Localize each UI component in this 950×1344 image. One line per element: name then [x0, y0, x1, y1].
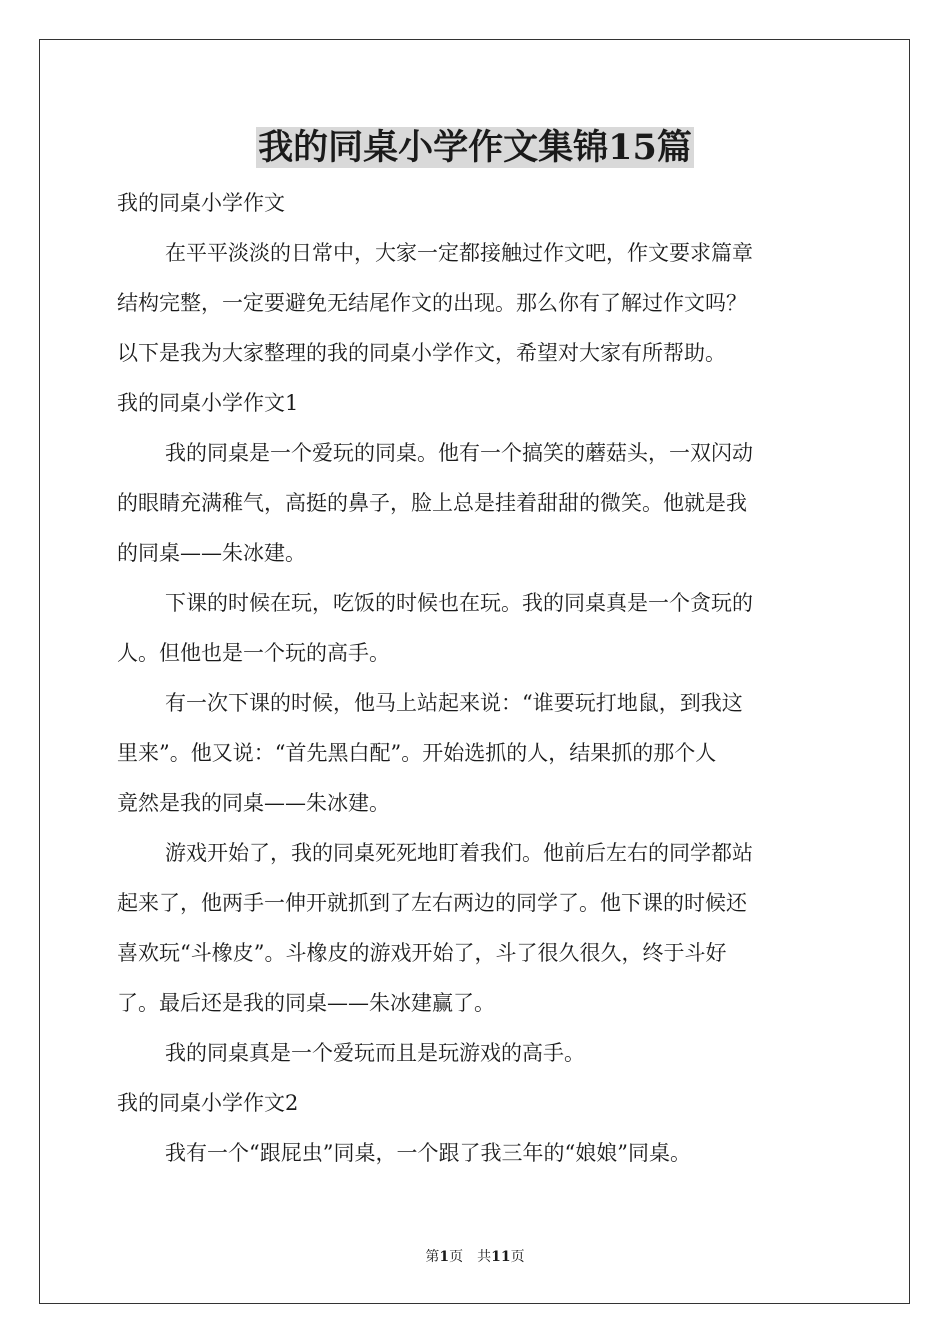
footer-total-suffix: 页 — [510, 1249, 525, 1265]
footer-page-prefix: 第 — [425, 1249, 440, 1265]
text-line: 喜欢玩“斗橡皮”。斗橡皮的游戏开始了，斗了很久很久，终于斗好 — [117, 941, 727, 965]
document-body — [117, 178, 833, 1178]
text-line: 游戏开始了，我的同桌死死地盯着我们。他前后左右的同学都站 — [165, 841, 753, 865]
text-line: 了。最后还是我的同桌——朱冰建赢了。 — [117, 991, 495, 1015]
document-title-text: 我的同桌小学作文集锦15篇 — [258, 127, 692, 168]
text-line: 我的同桌小学作文2 — [117, 1091, 299, 1115]
text-line: 结构完整，一定要避免无结尾作文的出现。那么你有了解过作文吗？ — [117, 291, 747, 315]
text-line: 的眼睛充满稚气，高挺的鼻子，脸上总是挂着甜甜的微笑。他就是我 — [117, 491, 747, 515]
text-line: 我的同桌小学作文1 — [117, 391, 299, 415]
text-line: 里来”。他又说：“首先黑白配”。开始选抓的人，结果抓的那个人 — [117, 741, 717, 765]
text-line: 人。但他也是一个玩的高手。 — [117, 641, 390, 665]
text-line: 起来了，他两手一伸开就抓到了左右两边的同学了。他下课的时候还 — [117, 891, 747, 915]
text-line: 我有一个“跟屁虫”同桌，一个跟了我三年的“娘娘”同桌。 — [165, 1141, 691, 1165]
text-line: 的同桌——朱冰建。 — [117, 541, 306, 565]
text-line: 我的同桌是一个爱玩的同桌。他有一个搞笑的蘑菇头，一双闪动 — [165, 441, 753, 465]
footer-page-suffix: 页 — [449, 1249, 464, 1265]
document-title — [0, 126, 950, 170]
text-line: 以下是我为大家整理的我的同桌小学作文，希望对大家有所帮助。 — [117, 341, 726, 365]
page-footer — [0, 1248, 950, 1266]
text-line: 竟然是我的同桌——朱冰建。 — [117, 791, 390, 815]
text-line: 我的同桌小学作文 — [117, 191, 285, 215]
text-line: 有一次下课的时候，他马上站起来说：“谁要玩打地鼠，到我这 — [165, 691, 743, 715]
footer-page-number: 1 — [439, 1249, 450, 1265]
text-line: 下课的时候在玩，吃饭的时候也在玩。我的同桌真是一个贪玩的 — [165, 591, 753, 615]
text-line: 我的同桌真是一个爱玩而且是玩游戏的高手。 — [165, 1041, 585, 1065]
footer-total-pages: 11 — [491, 1249, 511, 1265]
text-line: 在平平淡淡的日常中，大家一定都接触过作文吧，作文要求篇章 — [165, 241, 753, 265]
footer-total-prefix: 共 — [477, 1249, 492, 1265]
